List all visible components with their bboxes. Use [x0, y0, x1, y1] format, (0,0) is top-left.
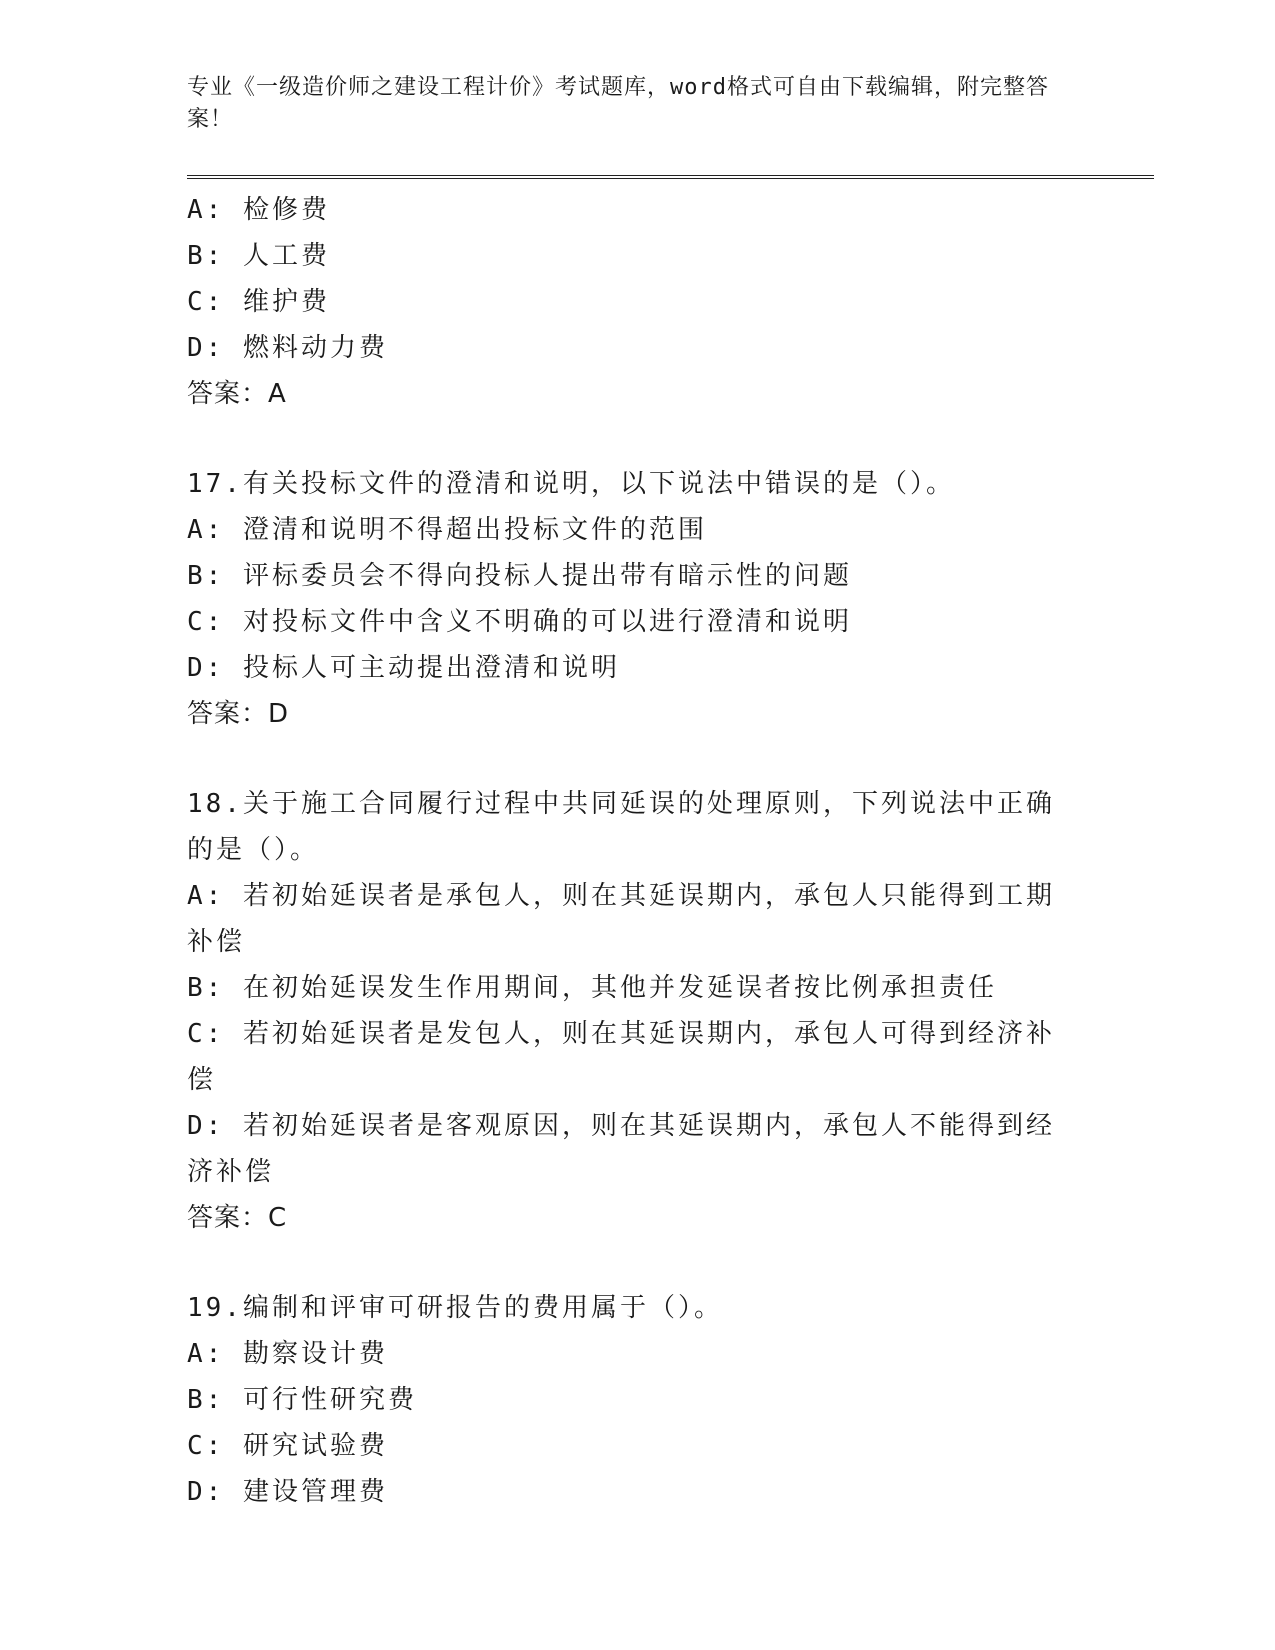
question-stem: 17.有关投标文件的澄清和说明，以下说法中错误的是（）。	[187, 469, 955, 499]
question-stem: 18.关于施工合同履行过程中共同延误的处理原则，下列说法中正确的是（）。	[187, 789, 1055, 865]
option-d: D: 投标人可主动提出澄清和说明	[187, 653, 620, 683]
question-stem: 19.编制和评审可研报告的费用属于（）。	[187, 1293, 723, 1323]
option-c: C: 若初始延误者是发包人，则在其延误期内，承包人可得到经济补偿	[187, 1019, 1055, 1095]
option-c: C: 对投标文件中含义不明确的可以进行澄清和说明	[187, 607, 852, 637]
option-b: B: 人工费	[187, 241, 330, 271]
option-d: D: 若初始延误者是客观原因，则在其延误期内，承包人不能得到经济补偿	[187, 1111, 1055, 1187]
option-d: D: 建设管理费	[187, 1477, 388, 1507]
question-19	[187, 1285, 1067, 1515]
option-c: C: 研究试验费	[187, 1431, 388, 1461]
option-a: A: 检修费	[187, 195, 330, 225]
header-divider	[187, 175, 1154, 179]
option-c: C: 维护费	[187, 287, 330, 317]
option-a: A: 若初始延误者是承包人，则在其延误期内，承包人只能得到工期补偿	[187, 881, 1055, 957]
answer-line: 答案：D	[187, 699, 290, 729]
option-a: A: 澄清和说明不得超出投标文件的范围	[187, 515, 707, 545]
question-17	[187, 461, 1067, 737]
question-18	[187, 781, 1067, 1241]
question-16-continued	[187, 187, 1067, 417]
question-list	[187, 187, 1067, 1515]
page-header: 专业《一级造价师之建设工程计价》考试题库，word格式可自由下载编辑，附完整答案！	[187, 75, 1049, 132]
option-a: A: 勘察设计费	[187, 1339, 388, 1369]
answer-line: 答案：C	[187, 1203, 288, 1233]
option-b: B: 评标委员会不得向投标人提出带有暗示性的问题	[187, 561, 852, 591]
option-b: B: 在初始延误发生作用期间，其他并发延误者按比例承担责任	[187, 973, 997, 1003]
answer-line: 答案：A	[187, 379, 287, 409]
option-b: B: 可行性研究费	[187, 1385, 417, 1415]
option-d: D: 燃料动力费	[187, 333, 388, 363]
